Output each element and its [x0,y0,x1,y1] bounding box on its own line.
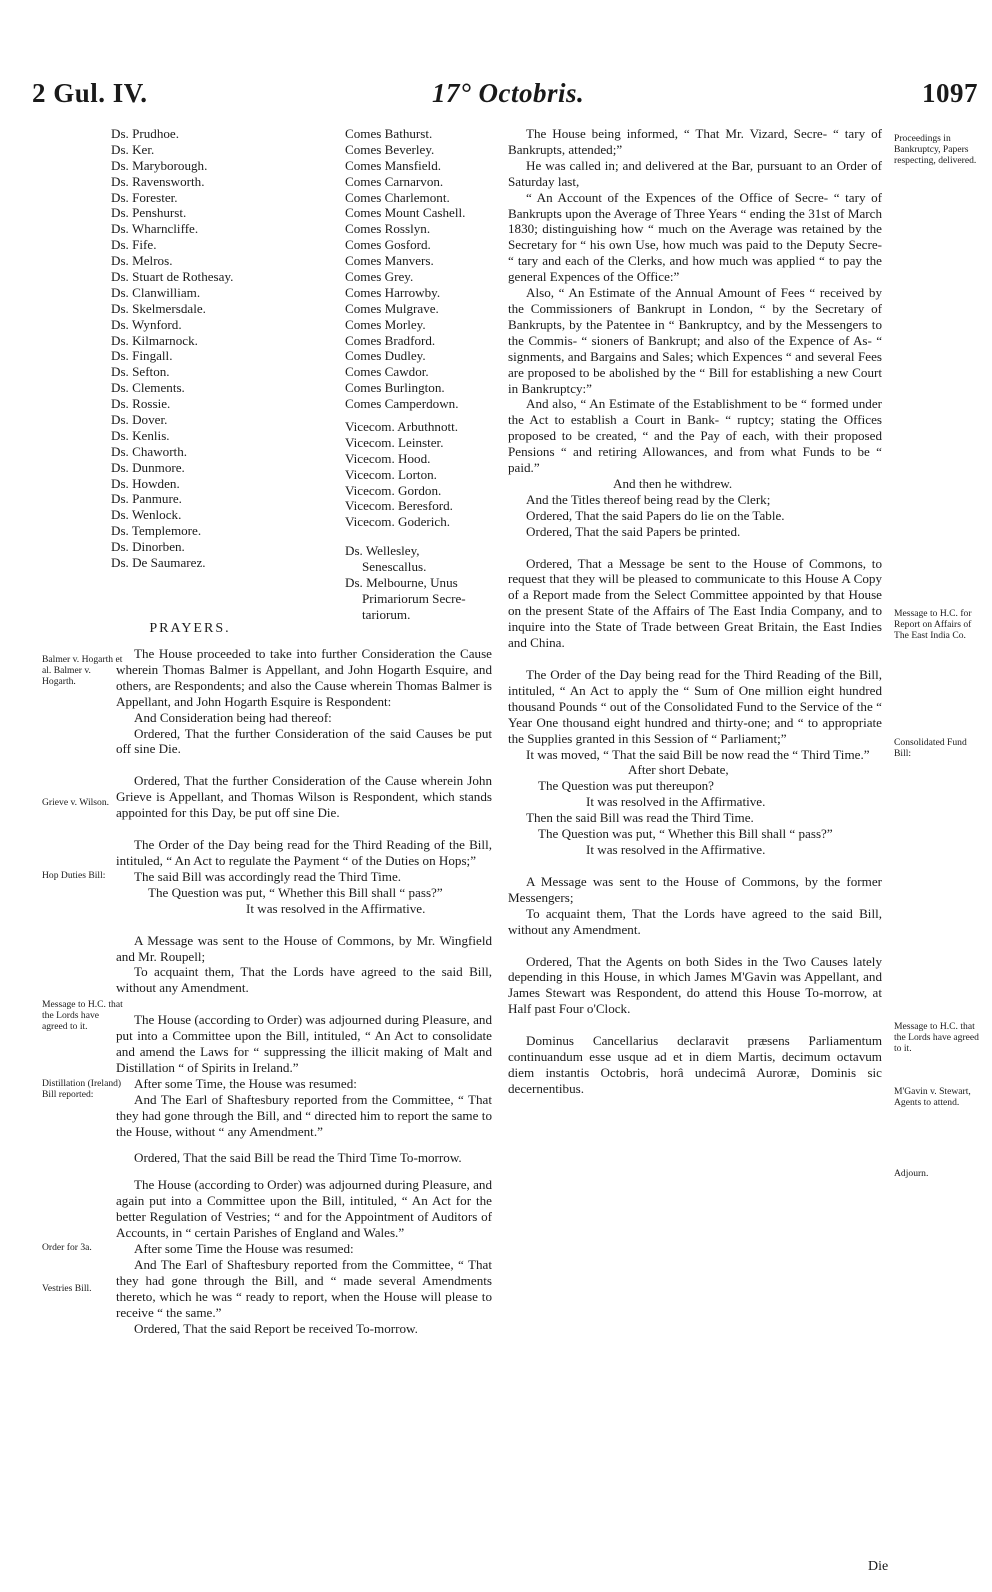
lord-entry: Ds. Dinorben. [111,539,185,555]
consolidated-fund-reading: The Order of the Day being read for the Third Reading of the Bill, intituled, “ An Act to apply the “ Sum of One million eight hundred thousand Pounds “ out of the Consolidated Fund to the Service of the “ Year One thousand eight hundred and thirty-one; and “ to appropriate the Supplies granted in this Session of “ Parliament;” [508,667,882,746]
prayers-heading: PRAYERS. [149,621,231,636]
lord-entry: Ds. De Saumarez. [111,555,206,571]
lord-entry: Ds. Wenlock. [111,507,182,523]
lord-entry: Comes Manvers. [345,253,434,269]
wellesley-entry: Ds. Wellesley, Senescallus. [345,543,427,574]
mcgavin-order: Ordered, That the Agents on both Sides in the Two Causes lately depending in this House, in which James M'Gavin was Appellant, and James Stewart was Respondent, do attend this House To-morrow, at Half past Four o'Clock. [508,953,882,1017]
margin-mcgavin: M'Gavin v. Stewart, Agents to attend. [894,1086,971,1109]
lords-list-viscounts [345,419,505,530]
lord-entry: Vicecom. Leinster. [345,434,444,450]
lord-entry: Vicecom. Lorton. [345,466,437,482]
lord-entry: Ds. Clanwilliam. [111,284,201,300]
lord-entry: Comes Rosslyn. [345,221,431,237]
bankruptcy-printed: Ordered, That the said Papers be printed. [526,523,741,539]
bankruptcy-account: “ An Account of the Expences of the Office of Secre- “ tary of Bankrupts upon the Average of Three Years “ ending the 31st of March 1830; distinguishing how “ much on the Average was retained by the Secretary for “ his own Use, how much was paid to the Deputy Secre- “ tary and each of the Clerks, and how much was applied “ to pay the general Expences of the Office:” [508,189,882,285]
margin-balmer: Balmer v. Hogarth et al. Balmer v. Hogarth. [42,654,123,688]
lord-entry: Comes Mansfield. [345,157,442,173]
lord-entry: Ds. Wynford. [111,316,182,332]
vestries-order: Ordered, That the said Report be received To-morrow. [134,1320,418,1336]
lord-entry: Ds. Ker. [111,141,155,157]
consideration-line: And Consideration being had thereof: [134,709,332,725]
lord-entry: Ds. Prudhoe. [111,126,180,141]
lord-entry: Ds. Maryborough. [111,157,208,173]
margin-bankruptcy: Proceedings in Bankruptcy, Papers respecting, delivered. [894,133,977,167]
vestries-report: And The Earl of Shaftesbury reported from the Committee, “ That they had gone through the Bill, and “ made several Amendments thereto, which he was “ ready to report, when the House will please to receive “ the same.” [116,1256,492,1320]
bankruptcy-titles-read: And the Titles thereof being read by the Clerk; [526,491,771,507]
lord-entry: Comes Mulgrave. [345,300,439,316]
lord-entry: Ds. Kenlis. [111,427,170,443]
distillation-resumed: After some Time, the House was resumed: [134,1075,357,1091]
lord-entry: Ds. Kilmarnock. [111,332,198,348]
consolidated-fund-pass-question: The Question was put, “ Whether this Bill shall “ pass?” [538,826,833,842]
left-column-body [116,646,492,1336]
lord-entry: Comes Carnarvon. [345,173,444,189]
distillation-committee: The House (according to Order) was adjourned during Pleasure, and put into a Committee upon the Bill, intituled, “ An Act to consolidate and amend the Laws for “ suppressing the illicit making of Malt and Distillation “ of Spirits in Ireland.” [116,1012,492,1075]
lord-entry: Ds. Stuart de Rothesay. [111,269,234,285]
margin-hop-duties: Hop Duties Bill: [42,870,106,881]
lord-entry: Ds. Sefton. [111,364,170,380]
lord-entry: Comes Cawdor. [345,364,429,380]
lord-entry: Ds. Panmure. [111,491,182,507]
consolidated-fund-read-third: Then the said Bill was read the Third Time. [526,810,754,826]
lord-entry: Comes Bathurst. [345,126,433,141]
margin-consolidated-fund: Consolidated Fund Bill: [894,737,967,760]
lord-entry: Comes Grey. [345,269,414,285]
lord-entry: Ds. Fingall. [111,348,173,364]
balmer-order: Ordered, That the further Consideration of the said Causes be put off sine Die. [116,725,492,757]
lords-list-barons [111,126,336,571]
consolidated-fund-resolved: It was resolved in the Affirmative. [586,794,766,810]
margin-order-third: Order for 3a. [42,1242,92,1253]
message-2-sent: A Message was sent to the House of Commons, by the former Messengers; [508,873,882,905]
header-date: 17° Octobris. [432,78,585,108]
margin-distillation: Distillation (Ireland) Bill reported: [42,1078,122,1101]
lord-entry: Comes Camperdown. [345,396,459,412]
hop-question: The Question was put, “ Whether this Bill shall “ pass?” [148,884,443,900]
lord-entry: Ds. Penshurst. [111,205,187,221]
lord-entry: Ds. Melros. [111,253,173,269]
vestries-resumed: After some Time the House was resumed: [134,1241,354,1256]
right-column-body [508,126,882,1097]
header-page-number: 1097 [922,78,978,108]
message-1-sent: A Message was sent to the House of Commons, by Mr. Wingfield and Mr. Roupell; [116,932,492,964]
consolidated-fund-debate: After short Debate, [628,762,729,778]
lord-entry: Ds. Fife. [111,237,157,253]
bankruptcy-estimate-fees: Also, “ An Estimate of the Annual Amount of Fees “ received by the Commissioners of Bankrupt in London, “ by the Secretary of Bankrupts, by the Patentee in “ Bankruptcy, and by the Messengers to the Commis- “ sioners of Bankrupt; and also of the Expence of As- “ signments, and Bargains and Sales; which Expences “ and several Fees are proposed to be abolished by the “ Bill for establishing a new Court in Bankruptcy:” [508,285,882,396]
lord-entry: Ds. Howden. [111,475,180,491]
lord-entry: Vicecom. Beresford. [345,498,453,514]
lord-entry: Comes Dudley. [345,348,426,364]
balmer-paragraph: The House proceeded to take into further Consideration the Cause wherein Thomas Balmer is Appellant, and John Hogarth Esquire, and others, are Respondents; and also the Cause wherein Thomas Balmer is Appellant, and John Hogarth Esquire is Respondent: [116,646,492,709]
consolidated-fund-pass-resolved: It was resolved in the Affirmative. [586,841,766,857]
bankruptcy-called: He was called in; and delivered at the Bar, pursuant to an Order of Saturday last, [508,157,882,189]
vestries-committee: The House (according to Order) was adjourned during Pleasure, and again put into a Committee upon the Bill, intituled, “ An Act for the better Regulation of Vestries; “ and for the Appointment of Auditors of Accounts, in “ certain Parishes of England and Wales.” [116,1177,492,1241]
order-third-reading: Ordered, That the said Bill be read the Third Time To-morrow. [134,1150,462,1166]
bankruptcy-withdrew: And then he withdrew. [613,475,733,491]
lord-entry: Comes Harrowby. [345,284,441,300]
adjournment-declaration: Dominus Cancellarius declaravit præsens Parliamentum continuandum esse usque ad et in diem Martis, decimum octavum diem instantis Octobris, horâ undecimâ Auroræ, Dominis sic decernentibus. [508,1033,882,1096]
lord-entry: Vicecom. Arbuthnott. [345,419,459,434]
lord-entry: Comes Mount Cashell. [345,205,466,221]
lord-entry: Vicecom. Hood. [345,450,431,466]
consolidated-fund-question: The Question was put thereupon? [538,778,714,794]
melbourne-entry: Ds. Melbourne, Unus Primariorum Secre- tariorum. [345,575,466,622]
east-india-message: Ordered, That a Message be sent to the House of Commons, to request that they will be pleased to communicate to this House A Copy of a Report made from the Select Committee appointed by that House on the present State of the Affairs of The East India Company, and to inquire into the State of Trade between Great Britain, the East Indies and China. [508,555,882,651]
header-regnal-year: 2 Gul. IV. [32,78,148,108]
message-2-acquaint: To acquaint them, That the Lords have agreed to the said Bill, without any Amendment. [508,905,882,937]
message-1-acquaint: To acquaint them, That the Lords have agreed to the said Bill, without any Amendment. [116,964,492,996]
lord-entry: Vicecom. Goderich. [345,514,451,530]
bankruptcy-informed: The House being informed, “ That Mr. Vizard, Secre- “ tary of Bankrupts, attended;” [508,126,882,157]
lord-entry: Comes Morley. [345,316,426,332]
margin-adjourn: Adjourn. [894,1168,929,1179]
lord-entry: Ds. Rossie. [111,396,171,412]
margin-grieve: Grieve v. Wilson. [42,797,110,808]
margin-east-india: Message to H.C. for Report on Affairs of The East India Co. [894,608,972,642]
lord-entry: Comes Burlington. [345,380,445,396]
margin-message-2: Message to H.C. that the Lords have agreed to it. [894,1021,979,1055]
grieve-order: Ordered, That the further Consideration of the Cause wherein John Grieve is Appellant, and Thomas Wilson is Respondent, which stands appointed for this Day, be put off sine Die. [116,773,492,821]
lord-entry: Ds. Clements. [111,380,185,396]
lord-entry: Ds. Dover. [111,412,168,428]
margin-vestries: Vestries Bill. [42,1283,92,1294]
margin-message-1: Message to H.C. that the Lords have agreed to it. [42,999,123,1033]
bankruptcy-lie-on-table: Ordered, That the said Papers do lie on the Table. [526,507,785,523]
lord-entry: Ds. Ravensworth. [111,173,205,189]
distillation-report: And The Earl of Shaftesbury reported from the Committee, “ That they had gone through the Bill, and “ directed him to report the same to the House, without “ any Amendment.” [116,1091,492,1139]
hop-duties-reading: The Order of the Day being read for the Third Reading of the Bill, intituled, “ An Act to regulate the Payment “ of the Duties on Hops;” [116,837,492,868]
catchword: Die [868,1559,889,1574]
lord-entry: Ds. Forester. [111,189,178,205]
lord-entry: Ds. Skelmersdale. [111,300,206,316]
lord-entry: Comes Beverley. [345,141,435,157]
lord-entry: Ds. Dunmore. [111,459,185,475]
hop-read-third: The said Bill was accordingly read the Third Time. [134,868,402,884]
hop-resolved: It was resolved in the Affirmative. [246,900,426,916]
lord-entry: Ds. Templemore. [111,523,202,539]
lord-entry: Ds. Wharncliffe. [111,221,199,237]
lord-entry: Vicecom. Gordon. [345,482,442,498]
lords-list-earls [345,126,505,412]
bankruptcy-estimate-establishment: And also, “ An Estimate of the Establishment to be “ formed under the Act to establish a Court in Bank- “ ruptcy; stating the Offices proposed to be created, “ and the Pay of each, with their proposed Pensions “ and retiring Allowances, and from what Funds to be “ paid.” [508,396,882,476]
lord-entry: Comes Charlemont. [345,189,450,205]
lord-entry: Comes Bradford. [345,332,436,348]
lord-entry: Ds. Chaworth. [111,443,188,459]
lord-entry: Comes Gosford. [345,237,431,253]
consolidated-fund-moved: It was moved, “ That the said Bill be now read the “ Third Time.” [526,746,870,762]
